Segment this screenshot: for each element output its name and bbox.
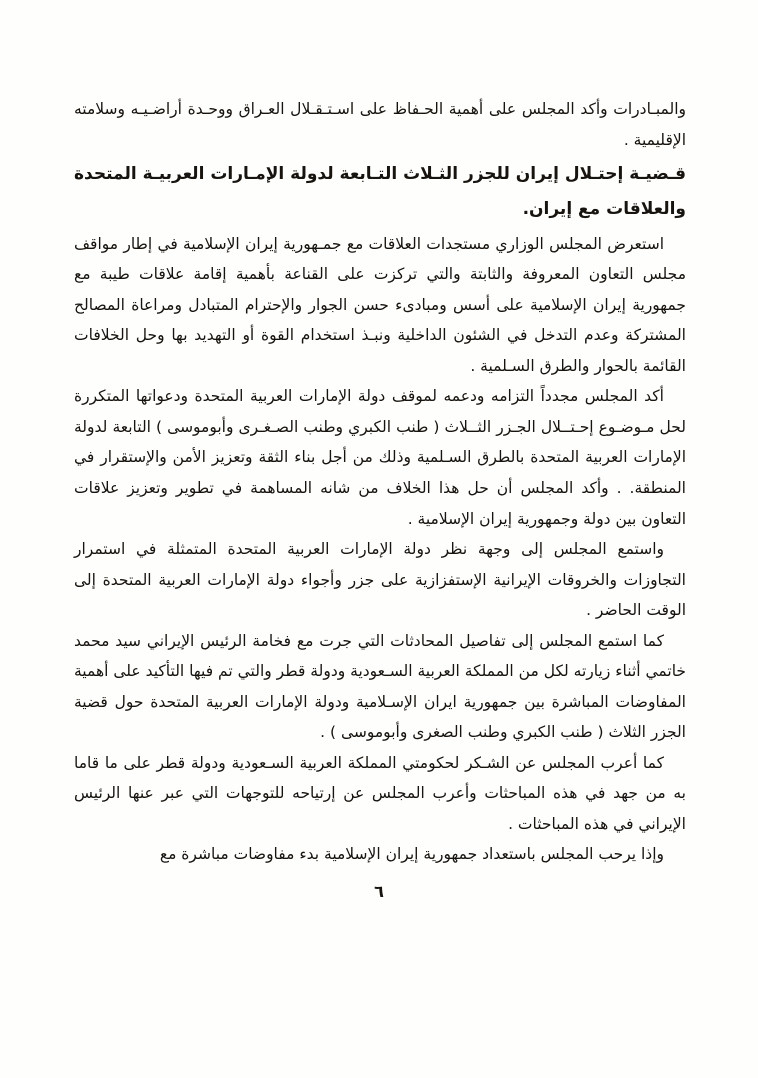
- page-number: ٦: [374, 882, 384, 901]
- body-paragraph: استعرض المجلس الوزاري مستجدات العلاقات مع جمـهورية إيران الإسلامية في إطار مواقف مجلس التعاون المعروفة والثابتة والتي تركزت على القناعة بأهمية إقامة علاقات طيبة مع جمهورية إيران الإسلامية على أسس ومبادىء حسن الجوار والإحترام المتبادل ومراعاة المصالح المشتركة وعدم التدخل في الشئون الداخلية ونبـذ استخدام القوة أو التهديد بها وحل الخلافات القائمة بالحوار والطرق السـلمية .: [74, 234, 686, 375]
- body-paragraph: وإذا يرحب المجلس باستعداد جمهورية إيران الإسلامية بدء مفاوضات مباشرة مع: [159, 845, 664, 864]
- continuation-paragraph: والمبـادرات وأكد المجلس على أهمية الحـفاظ على اسـتـقـلال العـراق ووحـدة أراضـيـه وسلامته الإقليمية .: [74, 100, 686, 149]
- body-paragraph: كما استمع المجلس إلى تفاصيل المحادثات التي جرت مع فخامة الرئيس الإيراني سيد محمد خاتمي أثناء زيارته لكل من المملكة العربية السـعودية ودولة قطر والتي تم فيها التأكيد على أهمية المفاوضات المباشرة بين جمهورية ايران الإسـلامية ودولة الإمارات العربية المتحدة حول قضية الجزر الثلاث ( طنب الكبري وطنب الصغرى وأبوموسى ) .: [74, 631, 686, 742]
- body-paragraph: واستمع المجلس إلى وجهة نظر دولة الإمارات العربية المتحدة المتمثلة في استمرار التجاوزات والخروقات الإيرانية الإستفزازية على جزر وأجواء دولة الإمارات العربية المتحدة إلى الوقت الحاضر .: [74, 540, 686, 620]
- section-heading: قـضيـة إحتـلال إيران للجزر الثـلاث التـابعة لدولة الإمـارات العربيـة المتحدة والعلاقات مع إيران.: [74, 164, 686, 219]
- body-paragraph: أكد المجلس مجدداً التزامه ودعمه لموقف دولة الإمارات العربية المتحدة ودعواتها المتكررة لحل مـوضـوع إحـتــلال الجـزر الثــلاث ( طنب الكبري وطنب الصـغـرى وأبوموسى ) التابعة لدولة الإمارات العربية المتحدة بالطرق السـلمية وذلك من أجل بناء الثقة وتعزيز الأمن والإستقرار في المنطقة. . وأكد المجلس أن حل هذا الخلاف من شانه المساهمة في تطوير وتعزيز علاقات التعاون بين دولة وجمهورية إيران الإسلامية .: [74, 387, 686, 528]
- text-block: [74, 94, 686, 870]
- body-paragraph: كما أعرب المجلس عن الشـكر لحكومتي المملكة العربية السـعودية ودولة قطر على ما قاما به من جهد في هذه المباحثات وأعرب المجلس عن إرتياحه للتوجهات التي عبر عنها الرئيس الإيراني في هذه المباحثات .: [74, 753, 686, 833]
